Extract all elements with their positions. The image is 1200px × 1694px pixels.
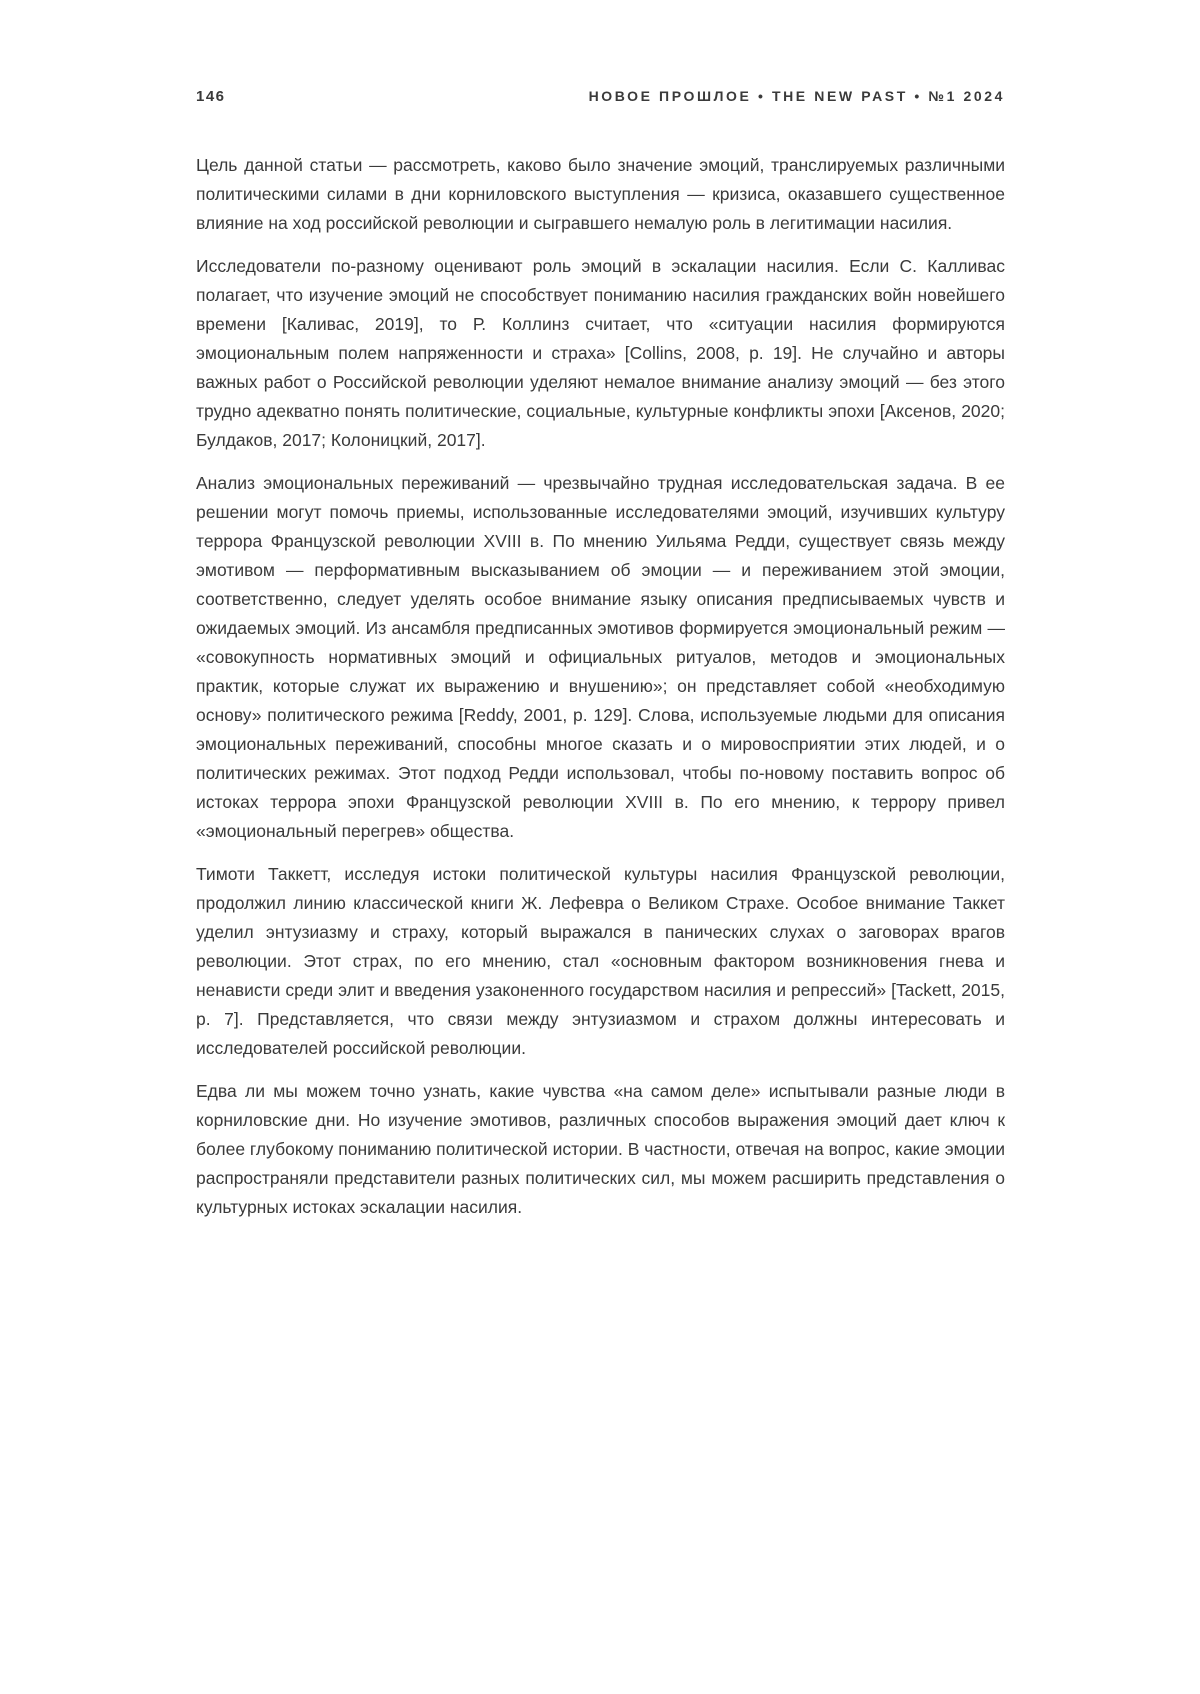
- page-number: 146: [196, 88, 226, 105]
- article-body: [196, 151, 1005, 1222]
- journal-running-head: НОВОЕ ПРОШЛОЕ • THE NEW PAST • №1 2024: [588, 88, 1005, 104]
- paragraph: Анализ эмоциональных переживаний — чрезвычайно трудная исследовательская задача. В ее решении могут помочь приемы, использованные исследователями эмоций, изучивших культуру террора Французской революции XVIII в. По мнению Уильяма Редди, существует связь между эмотивом — перформативным высказыванием об эмоции — и переживанием этой эмоции, соответственно, следует уделять особое внимание языку описания предписываемых чувств и ожидаемых эмоций. Из ансамбля предписанных эмотивов формируется эмоциональный режим — «совокупность нормативных эмоций и официальных ритуалов, методов и эмоциональных практик, которые служат их выражению и внушению»; он представляет собой «необходимую основу» политического режима [Reddy, 2001, p. 129]. Слова, используемые людьми для описания эмоциональных переживаний, способны многое сказать и о мировосприятии этих людей, и о политических режимах. Этот подход Редди использовал, чтобы по-новому поставить вопрос об истоках террора эпохи Французской революции XVIII в. По его мнению, к террору привел «эмоциональный перегрев» общества.: [196, 473, 1005, 841]
- paragraph: Тимоти Таккетт, исследуя истоки политической культуры насилия Французской революции, продолжил линию классической книги Ж. Лефевра о Великом Страхе. Особое внимание Таккет уделил энтузиазму и страху, который выражался в панических слухах о заговорах врагов революции. Этот страх, по его мнению, стал «основным фактором возникновения гнева и ненависти среди элит и введения узаконенного государством насилия и репрессий» [Tackett, 2015, p. 7]. Представляется, что связи между энтузиазмом и страхом должны интересовать и исследователей российской революции.: [196, 864, 1005, 1058]
- running-header: [196, 88, 1005, 105]
- paragraph: Исследователи по-разному оценивают роль эмоций в эскалации насилия. Если С. Калливас полагает, что изучение эмоций не способствует пониманию насилия гражданских войн новейшего времени [Каливас, 2019], то Р. Коллинз считает, что «ситуации насилия формируются эмоциональным полем напряженности и страха» [Collins, 2008, p. 19]. Не случайно и авторы важных работ о Российской революции уделяют немалое внимание анализу эмоций — без этого трудно адекватно понять политические, социальные, культурные конфликты эпохи [Аксенов, 2020; Булдаков, 2017; Колоницкий, 2017].: [196, 256, 1005, 450]
- paragraph: Цель данной статьи — рассмотреть, каково было значение эмоций, транслируемых различными политическими силами в дни корниловского выступления — кризиса, оказавшего существенное влияние на ход российской революции и сыгравшего немалую роль в легитимации насилия.: [196, 155, 1005, 233]
- paragraph: Едва ли мы можем точно узнать, какие чувства «на самом деле» испытывали разные люди в корниловские дни. Но изучение эмотивов, различных способов выражения эмоций дает ключ к более глубокому пониманию политической истории. В частности, отвечая на вопрос, какие эмоции распространяли представители разных политических сил, мы можем расширить представления о культурных истоках эскалации насилия.: [196, 1081, 1005, 1217]
